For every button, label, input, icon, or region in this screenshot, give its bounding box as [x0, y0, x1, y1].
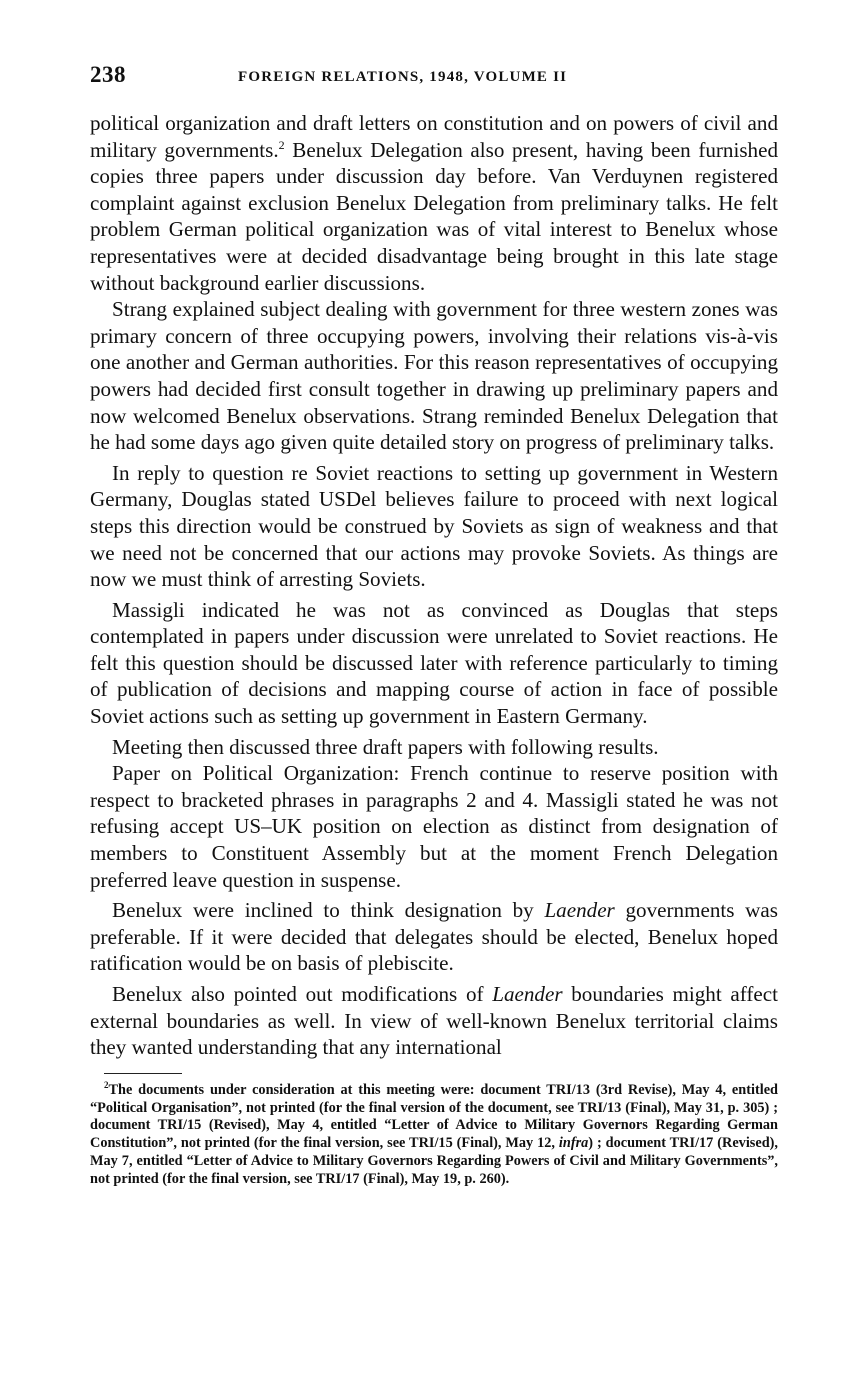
footnote: [90, 1082, 778, 1189]
footnote-text-b: ) ; document TRI/17 (Revised), May 7, entitled “Letter of Advice to Military Governors Regarding Powers of Civil and Military Governments”, not printed (for the final version, see TRI/17 (Final), May 19, p. 260).: [90, 1135, 778, 1187]
footnote-text-a: The documents under consideration at this meeting were: document TRI/13 (3rd Revise), May 4, entitled “Political Organisation”, not printed (for the final version of the document, see TRI/13 (Final), May 31, p. 305) ; document TRI/15 (Revised), May 4, entitled “Letter of Advice to Military Governors Regarding German Constitution”, not printed (for the final version, see TRI/15 (Final), May 12,: [90, 1081, 778, 1152]
page-number: 238: [90, 62, 126, 87]
paragraph-1-text-a: political organization and draft letters on constitution and on powers of civil and military governments.: [90, 111, 778, 162]
paragraph-8-emphasis: Laender: [492, 982, 563, 1006]
paragraph-5: Meeting then discussed three draft papers with following results.: [112, 734, 659, 759]
paragraph-7-text-a: Benelux were inclined to think designation by: [112, 898, 545, 923]
paragraph-8-text-b: boundaries might affect external boundaries as well. In view of well-known Benelux territorial claims they wanted understanding that any international: [90, 982, 778, 1060]
paragraph-3: In reply to question re Soviet reactions to setting up government in Western Germany, Douglas stated USDel believes failure to proceed with next logical steps this direction would be construed by Soviets as sign of weakness and that we need not be concerned that our actions may provoke Soviets. As things are now we must think of arresting Soviets.: [90, 460, 778, 592]
paragraph-8: [90, 981, 778, 1061]
footnote-reference[interactable]: 2: [278, 137, 285, 152]
running-head: [90, 62, 778, 110]
paragraph-6: Paper on Political Organization: French continue to reserve position with respect to bracketed phrases in paragraphs 2 and 4. Massigli stated he was not refusing accept US–UK position on election as distinct from designation of members to Constituent Assembly but at the moment French Delegation preferred leave question in suspense.: [90, 761, 778, 892]
paragraph-1: [90, 110, 778, 296]
paragraph-4: Massigli indicated he was not as convinced as Douglas that steps contemplated in papers under discussion were unrelated to Soviet reactions. He felt this question should be discussed later with reference particularly to timing of publication of decisions and mapping course of action in face of possible Soviet actions such as setting up government in Eastern Germany.: [90, 597, 778, 729]
footnote-mark: 2: [104, 1080, 109, 1091]
footnote-divider: [104, 1073, 182, 1074]
paragraph-2: Strang explained subject dealing with government for three western zones was primary concern of three occupying powers, involving their relations vis-à-vis one another and German authorities. For this reason representatives of occupying powers had decided first consult together in drawing up preliminary papers and now welcomed Benelux observations. Strang reminded Benelux Delegation that he had some days ago given quite detailed story on progress of preliminary talks.: [90, 297, 778, 455]
footnote-emphasis: infra: [558, 1135, 589, 1152]
paragraph-7-emphasis: Laender: [544, 898, 615, 923]
paragraph-8-text-a: Benelux also pointed out modifications of: [112, 982, 493, 1006]
document-page: [90, 62, 778, 1189]
paragraph-7-text-b: governments was preferable. If it were decided that delegates should be elected, Benelux hoped ratification would be on basis of plebiscite.: [90, 898, 778, 976]
paragraph-1-text-b: Benelux Delegation also present, having been furnished copies three papers under discussion day before. Van Verduynen registered complaint against exclusion Benelux Delegation from preliminary talks. He felt problem German political organization was of vital interest to Benelux whose representatives were at decided disadvantage being brought in this late stage without background earlier discussions.: [90, 137, 778, 295]
paragraph-7: [90, 897, 778, 977]
running-title: FOREIGN RELATIONS, 1948, VOLUME II: [238, 69, 568, 85]
body-text: [90, 110, 778, 1061]
